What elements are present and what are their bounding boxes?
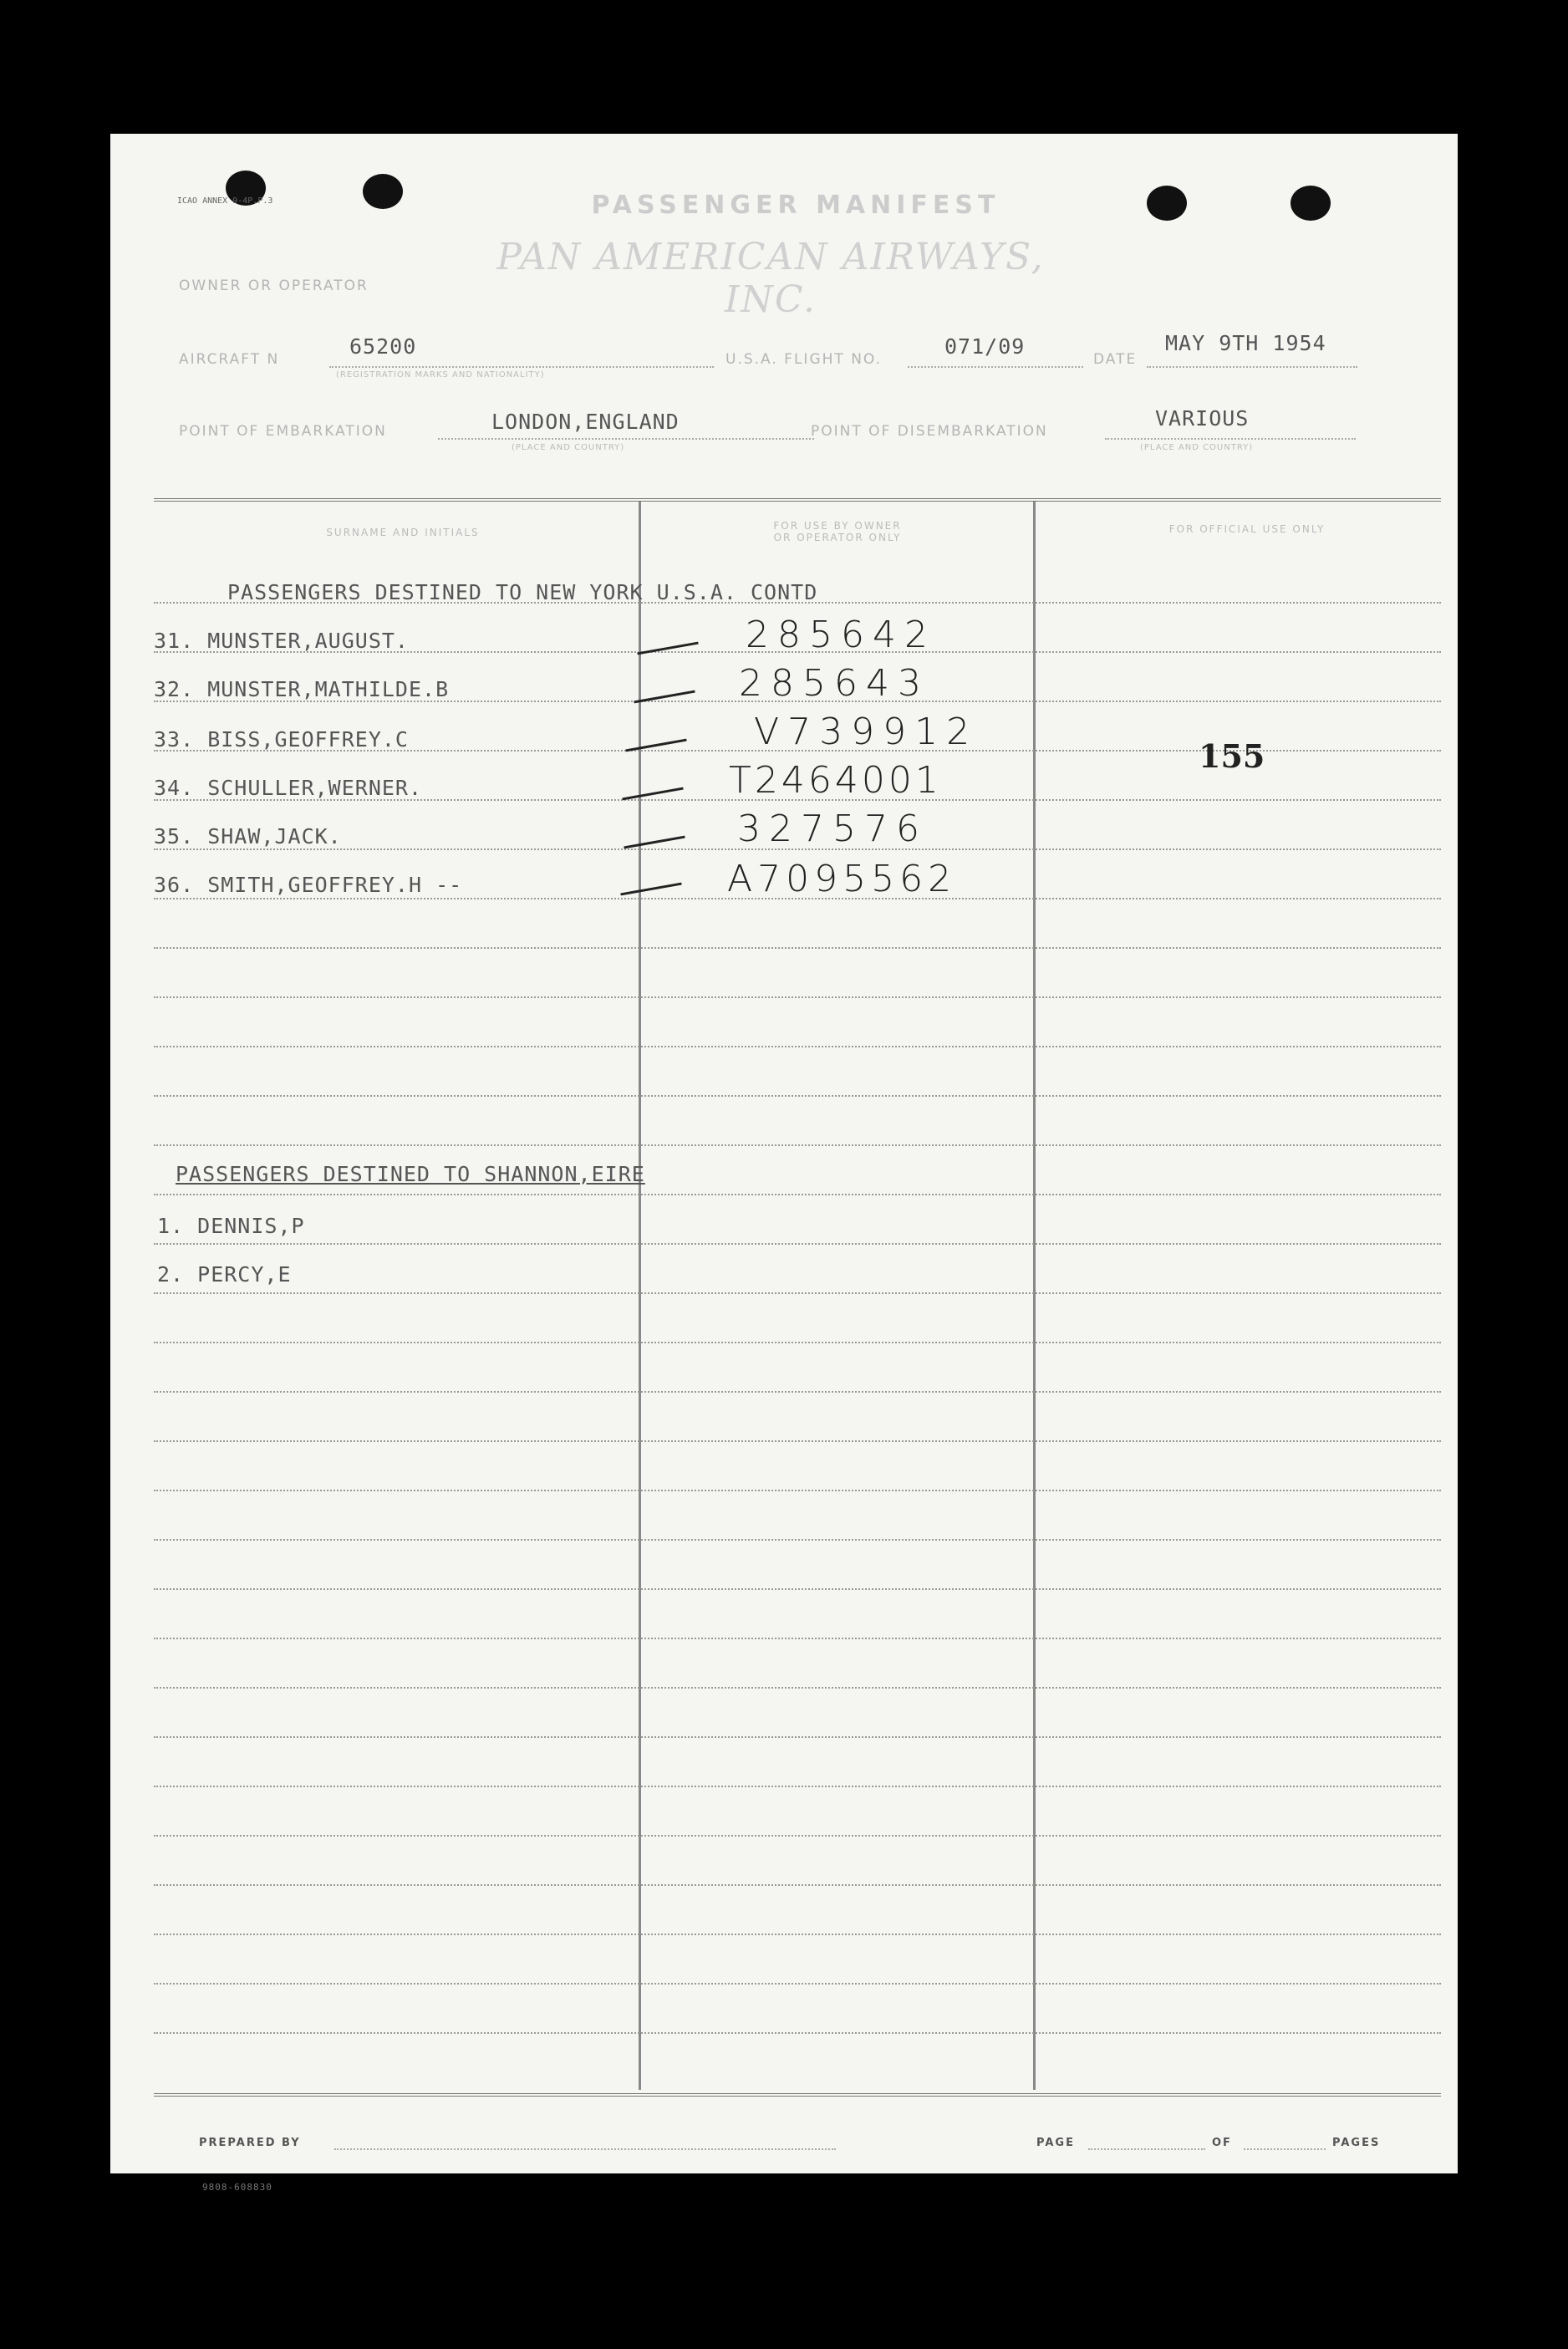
row-rule <box>154 1588 1441 1590</box>
row-rule <box>154 1243 1441 1245</box>
date-value: MAY 9TH 1954 <box>1165 331 1326 355</box>
disembark-value: VARIOUS <box>1155 406 1250 431</box>
passenger-name: 32. MUNSTER,MATHILDE.B <box>154 677 450 701</box>
owner-use-line-2: OR OPERATOR ONLY <box>773 532 902 543</box>
owner-use-line-1: FOR USE BY OWNER <box>773 520 902 532</box>
disembark-label: POINT OF DISEMBARKATION <box>811 423 1048 440</box>
handwritten-dash <box>637 642 698 655</box>
disembark-sub: (PLACE AND COUNTRY) <box>1140 443 1254 452</box>
company-name: PAN AMERICAN AIRWAYS, INC. <box>496 236 1045 321</box>
embark-line <box>438 438 814 440</box>
row-rule <box>154 1046 1441 1047</box>
row-rule <box>154 1786 1441 1787</box>
handwritten-number: A7095562 <box>727 858 957 900</box>
row-rule <box>154 1194 1441 1195</box>
form-title: PASSENGER MANIFEST <box>591 191 1000 220</box>
row-rule <box>154 1144 1441 1146</box>
row-rule <box>154 2032 1441 2034</box>
row-rule <box>154 996 1441 998</box>
row-rule <box>154 1687 1441 1689</box>
row-rule <box>154 1736 1441 1738</box>
manifest-page <box>110 134 1458 2193</box>
column-header-official: FOR OFFICIAL USE ONLY <box>1168 523 1326 535</box>
section-heading-new-york: PASSENGERS DESTINED TO NEW YORK U.S.A. CONTD <box>227 580 818 604</box>
column-divider <box>1033 502 1036 2090</box>
of-label: OF <box>1212 2137 1232 2149</box>
row-rule <box>154 1934 1441 1935</box>
handwritten-number: 285643 <box>739 662 929 705</box>
punch-hole <box>363 174 403 209</box>
passenger-name: 31. MUNSTER,AUGUST. <box>154 629 409 653</box>
row-rule <box>154 1983 1441 1985</box>
passenger-name: 34. SCHULLER,WERNER. <box>154 776 423 800</box>
row-rule <box>154 1440 1441 1442</box>
table-top-border <box>154 498 1441 502</box>
passenger-name: 2. PERCY,E <box>157 1262 292 1287</box>
handwritten-number: V739912 <box>754 711 979 753</box>
row-rule <box>154 1638 1441 1639</box>
date-label: DATE <box>1093 351 1138 368</box>
date-line <box>1147 366 1357 368</box>
row-rule <box>154 1490 1441 1491</box>
prepared-by-line <box>334 2148 836 2150</box>
aircraft-value: 65200 <box>349 334 417 359</box>
pages-label: PAGES <box>1332 2137 1381 2149</box>
page-line <box>1088 2148 1205 2150</box>
table-bottom-border <box>154 2093 1441 2097</box>
row-rule <box>154 1342 1441 1343</box>
column-header-owner-use <box>662 520 1013 543</box>
column-divider <box>639 502 641 2090</box>
handwritten-number: 285642 <box>746 614 936 656</box>
official-use-mark: 155 <box>1199 737 1265 775</box>
row-rule <box>154 1539 1441 1541</box>
row-rule <box>154 1884 1441 1886</box>
flight-label: U.S.A. FLIGHT NO. <box>725 351 882 368</box>
handwritten-number: 327576 <box>737 808 928 850</box>
handwritten-dash <box>620 883 681 896</box>
row-rule <box>154 947 1441 949</box>
punch-hole <box>1291 186 1331 221</box>
owner-label: OWNER OR OPERATOR <box>179 278 369 294</box>
aircraft-line <box>329 366 714 368</box>
prepared-by-label: PREPARED BY <box>199 2137 301 2149</box>
aircraft-label: AIRCRAFT N <box>179 351 280 368</box>
passenger-name: 33. BISS,GEOFFREY.C <box>154 727 409 752</box>
embark-sub: (PLACE AND COUNTRY) <box>512 443 625 452</box>
row-rule <box>154 1292 1441 1294</box>
aircraft-sub: (REGISTRATION MARKS AND NATIONALITY) <box>336 370 545 380</box>
flight-line <box>908 366 1083 368</box>
row-rule <box>154 1095 1441 1097</box>
page-label: PAGE <box>1036 2137 1075 2149</box>
passenger-name: 35. SHAW,JACK. <box>154 824 342 848</box>
punch-hole <box>1147 186 1187 221</box>
row-rule <box>154 1835 1441 1837</box>
embark-label: POINT OF EMBARKATION <box>179 423 387 440</box>
row-rule <box>154 1391 1441 1393</box>
handwritten-number: T2464001 <box>729 759 942 802</box>
flight-value: 071/09 <box>944 334 1026 359</box>
disembark-line <box>1105 438 1356 440</box>
embark-value: LONDON,ENGLAND <box>491 410 680 434</box>
of-line <box>1244 2148 1326 2150</box>
passenger-name: 1. DENNIS,P <box>157 1214 305 1238</box>
form-number: 9808-608830 <box>202 2182 272 2193</box>
section-heading-shannon: PASSENGERS DESTINED TO SHANNON,EIRE <box>176 1162 645 1186</box>
column-header-names: SURNAME AND INITIALS <box>326 527 480 538</box>
handwritten-dash <box>624 836 685 849</box>
icao-reference: ICAO ANNEX 9-4P.P.3 <box>177 196 273 206</box>
passenger-name: 36. SMITH,GEOFFREY.H -- <box>154 873 463 897</box>
